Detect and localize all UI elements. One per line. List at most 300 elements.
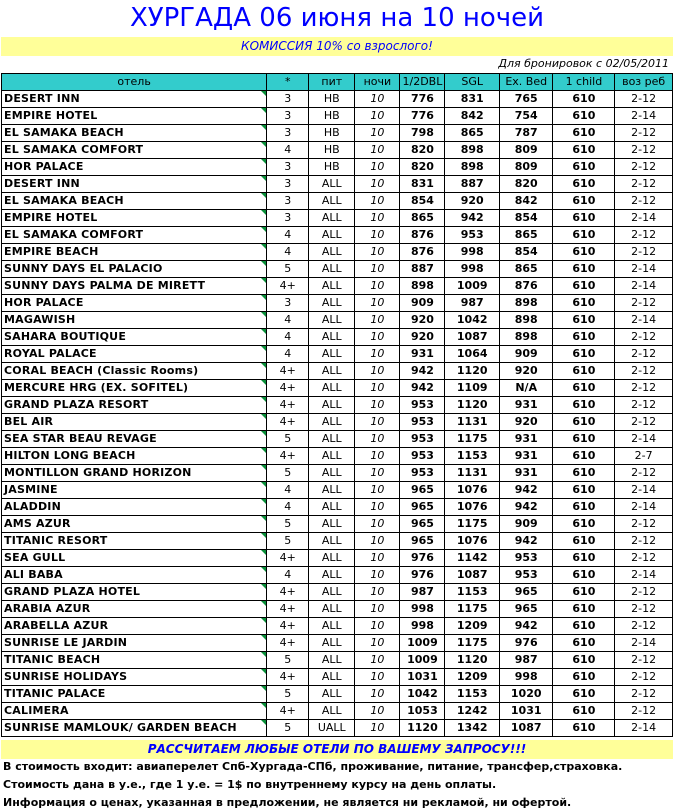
sgl-price-cell: 1087	[445, 329, 500, 346]
stars-cell: 4+	[267, 363, 309, 380]
ex-bed-price-cell: 765	[499, 91, 552, 108]
half-dbl-price-cell: 820	[400, 159, 445, 176]
child-price-cell: 610	[553, 363, 615, 380]
stars-cell: 3	[267, 210, 309, 227]
sgl-price-cell: 1209	[445, 618, 500, 635]
hotel-name-cell: ROYAL PALACE	[2, 346, 267, 363]
ex-bed-price-cell: 920	[499, 414, 552, 431]
table-row	[2, 91, 673, 108]
hotel-name-cell: ALADDIN	[2, 499, 267, 516]
meal-cell: HB	[309, 108, 355, 125]
table-row	[2, 380, 673, 397]
child-age-cell: 2-14	[615, 635, 673, 652]
child-age-cell: 2-12	[615, 159, 673, 176]
sgl-price-cell: 898	[445, 142, 500, 159]
table-row	[2, 703, 673, 720]
half-dbl-price-cell: 942	[400, 380, 445, 397]
stars-cell: 4+	[267, 550, 309, 567]
hotel-name-cell: EMPIRE HOTEL	[2, 210, 267, 227]
child-age-cell: 2-12	[615, 414, 673, 431]
half-dbl-price-cell: 953	[400, 448, 445, 465]
sgl-price-cell: 1175	[445, 516, 500, 533]
child-price-cell: 610	[553, 244, 615, 261]
sgl-price-cell: 865	[445, 125, 500, 142]
sgl-price-cell: 1131	[445, 414, 500, 431]
hotel-name-cell: GRAND PLAZA HOTEL	[2, 584, 267, 601]
child-price-cell: 610	[553, 652, 615, 669]
hotel-name-cell: DESERT INN	[2, 176, 267, 193]
stars-cell: 4+	[267, 448, 309, 465]
page-title: ХУРГАДА 06 июня на 10 ночей	[129, 3, 545, 33]
child-price-cell: 610	[553, 465, 615, 482]
stars-cell: 3	[267, 108, 309, 125]
half-dbl-price-cell: 898	[400, 278, 445, 295]
sgl-price-cell: 1153	[445, 584, 500, 601]
child-age-cell: 2-12	[615, 584, 673, 601]
table-row	[2, 550, 673, 567]
sgl-price-cell: 831	[445, 91, 500, 108]
booking-date-note: Для бронировок с 02/05/2011	[498, 57, 669, 70]
child-price-cell: 610	[553, 312, 615, 329]
table-row	[2, 210, 673, 227]
meal-cell: ALL	[309, 567, 355, 584]
table-row	[2, 669, 673, 686]
sgl-price-cell: 1076	[445, 499, 500, 516]
hotel-name-cell: MERCURE HRG (EX. SOFITEL)	[2, 380, 267, 397]
child-price-cell: 610	[553, 261, 615, 278]
sgl-price-cell: 998	[445, 244, 500, 261]
meal-cell: ALL	[309, 414, 355, 431]
table-row	[2, 584, 673, 601]
table-row	[2, 686, 673, 703]
hotel-name-cell: SUNNY DAYS PALMA DE MIRETT	[2, 278, 267, 295]
ex-bed-price-cell: 809	[499, 159, 552, 176]
child-age-cell: 2-12	[615, 329, 673, 346]
hotel-name-cell: SUNRISE LE JARDIN	[2, 635, 267, 652]
table-row	[2, 465, 673, 482]
stars-cell: 5	[267, 465, 309, 482]
meal-cell: ALL	[309, 669, 355, 686]
ex-bed-price-cell: 865	[499, 261, 552, 278]
hotel-name-cell: HOR PALACE	[2, 159, 267, 176]
child-price-cell: 610	[553, 176, 615, 193]
half-dbl-price-cell: 976	[400, 550, 445, 567]
half-dbl-price-cell: 776	[400, 108, 445, 125]
hotel-name-cell: TITANIC BEACH	[2, 652, 267, 669]
meal-cell: ALL	[309, 448, 355, 465]
hotel-name-cell: EL SAMAKA BEACH	[2, 193, 267, 210]
disclaimer-note: Информация о ценах, указанная в предложении, не является ни рекламой, ни офертой.	[3, 796, 572, 809]
stars-cell: 4+	[267, 635, 309, 652]
sgl-price-cell: 1242	[445, 703, 500, 720]
meal-cell: ALL	[309, 482, 355, 499]
child-price-cell: 610	[553, 397, 615, 414]
child-price-cell: 610	[553, 482, 615, 499]
nights-cell: 10	[355, 363, 400, 380]
half-dbl-price-cell: 1009	[400, 635, 445, 652]
meal-cell: HB	[309, 159, 355, 176]
half-dbl-price-cell: 854	[400, 193, 445, 210]
hotel-name-cell: SUNNY DAYS EL PALACIO	[2, 261, 267, 278]
half-dbl-price-cell: 831	[400, 176, 445, 193]
nights-cell: 10	[355, 159, 400, 176]
stars-cell: 5	[267, 431, 309, 448]
child-age-cell: 2-12	[615, 465, 673, 482]
sgl-price-cell: 987	[445, 295, 500, 312]
table-row	[2, 142, 673, 159]
half-dbl-price-cell: 1031	[400, 669, 445, 686]
half-dbl-price-cell: 920	[400, 329, 445, 346]
child-age-cell: 2-12	[615, 669, 673, 686]
child-age-cell: 2-14	[615, 108, 673, 125]
sgl-price-cell: 920	[445, 193, 500, 210]
hotel-name-cell: SAHARA BOUTIQUE	[2, 329, 267, 346]
sgl-price-cell: 1175	[445, 635, 500, 652]
child-price-cell: 610	[553, 550, 615, 567]
col-header-child: 1 child	[553, 74, 615, 91]
meal-cell: ALL	[309, 346, 355, 363]
ex-bed-price-cell: 931	[499, 465, 552, 482]
child-age-cell: 2-12	[615, 193, 673, 210]
ex-bed-price-cell: 920	[499, 363, 552, 380]
ex-bed-price-cell: 931	[499, 448, 552, 465]
ex-bed-price-cell: 1031	[499, 703, 552, 720]
hotel-name-cell: JASMINE	[2, 482, 267, 499]
ex-bed-price-cell: 976	[499, 635, 552, 652]
ex-bed-price-cell: N/A	[499, 380, 552, 397]
child-price-cell: 610	[553, 346, 615, 363]
stars-cell: 4+	[267, 669, 309, 686]
table-row	[2, 193, 673, 210]
hotel-name-cell: GRAND PLAZA RESORT	[2, 397, 267, 414]
ex-bed-price-cell: 965	[499, 584, 552, 601]
sgl-price-cell: 1175	[445, 601, 500, 618]
table-row	[2, 363, 673, 380]
child-age-cell: 2-14	[615, 210, 673, 227]
hotel-name-cell: TITANIC PALACE	[2, 686, 267, 703]
nights-cell: 10	[355, 686, 400, 703]
meal-cell: ALL	[309, 397, 355, 414]
sgl-price-cell: 1120	[445, 397, 500, 414]
meal-cell: ALL	[309, 584, 355, 601]
meal-cell: ALL	[309, 329, 355, 346]
stars-cell: 4+	[267, 584, 309, 601]
stars-cell: 3	[267, 176, 309, 193]
child-price-cell: 610	[553, 193, 615, 210]
hotel-name-cell: ARABIA AZUR	[2, 601, 267, 618]
hotel-name-cell: SUNRISE MAMLOUK/ GARDEN BEACH	[2, 720, 267, 737]
nights-cell: 10	[355, 652, 400, 669]
half-dbl-price-cell: 876	[400, 227, 445, 244]
ex-bed-price-cell: 953	[499, 567, 552, 584]
table-row	[2, 346, 673, 363]
sgl-price-cell: 1042	[445, 312, 500, 329]
ex-bed-price-cell: 1020	[499, 686, 552, 703]
hotel-name-cell: ALI BABA	[2, 567, 267, 584]
ex-bed-price-cell: 842	[499, 193, 552, 210]
hotel-name-cell: HOR PALACE	[2, 295, 267, 312]
table-row	[2, 601, 673, 618]
calculate-banner: РАССЧИТАЕМ ЛЮБЫЕ ОТЕЛИ ПО ВАШЕМУ ЗАПРОСУ!!!	[1, 740, 673, 759]
hotel-name-cell: CORAL BEACH (Classic Rooms)	[2, 363, 267, 380]
half-dbl-price-cell: 998	[400, 601, 445, 618]
sgl-price-cell: 942	[445, 210, 500, 227]
meal-cell: ALL	[309, 601, 355, 618]
table-row	[2, 499, 673, 516]
hotel-name-cell: TITANIC RESORT	[2, 533, 267, 550]
child-age-cell: 2-12	[615, 363, 673, 380]
nights-cell: 10	[355, 397, 400, 414]
stars-cell: 5	[267, 652, 309, 669]
table-row	[2, 618, 673, 635]
half-dbl-price-cell: 998	[400, 618, 445, 635]
sgl-price-cell: 1153	[445, 448, 500, 465]
stars-cell: 4	[267, 499, 309, 516]
child-age-cell: 2-12	[615, 142, 673, 159]
ex-bed-price-cell: 820	[499, 176, 552, 193]
sgl-price-cell: 887	[445, 176, 500, 193]
child-age-cell: 2-12	[615, 397, 673, 414]
half-dbl-price-cell: 909	[400, 295, 445, 312]
half-dbl-price-cell: 931	[400, 346, 445, 363]
meal-cell: HB	[309, 125, 355, 142]
child-age-cell: 2-14	[615, 567, 673, 584]
col-header-half-dbl: 1/2DBL	[400, 74, 445, 91]
nights-cell: 10	[355, 703, 400, 720]
ex-bed-price-cell: 1087	[499, 720, 552, 737]
meal-cell: ALL	[309, 516, 355, 533]
child-price-cell: 610	[553, 567, 615, 584]
col-header-child-age: воз реб	[615, 74, 673, 91]
stars-cell: 4+	[267, 601, 309, 618]
table-row	[2, 533, 673, 550]
ex-bed-price-cell: 942	[499, 499, 552, 516]
sgl-price-cell: 1209	[445, 669, 500, 686]
nights-cell: 10	[355, 176, 400, 193]
nights-cell: 10	[355, 193, 400, 210]
meal-cell: ALL	[309, 499, 355, 516]
ex-bed-price-cell: 865	[499, 227, 552, 244]
nights-cell: 10	[355, 295, 400, 312]
child-age-cell: 2-12	[615, 91, 673, 108]
nights-cell: 10	[355, 329, 400, 346]
half-dbl-price-cell: 876	[400, 244, 445, 261]
meal-cell: ALL	[309, 635, 355, 652]
child-age-cell: 2-14	[615, 482, 673, 499]
nights-cell: 10	[355, 465, 400, 482]
currency-note: Стоимость дана в у.е., где 1 у.е. = 1$ по внутреннему курсу на день оплаты.	[3, 778, 497, 791]
stars-cell: 5	[267, 261, 309, 278]
meal-cell: ALL	[309, 244, 355, 261]
child-age-cell: 2-12	[615, 244, 673, 261]
meal-cell: UALL	[309, 720, 355, 737]
child-price-cell: 610	[553, 380, 615, 397]
stars-cell: 5	[267, 720, 309, 737]
sgl-price-cell: 1076	[445, 482, 500, 499]
child-age-cell: 2-12	[615, 550, 673, 567]
sgl-price-cell: 1120	[445, 652, 500, 669]
stars-cell: 4+	[267, 380, 309, 397]
ex-bed-price-cell: 942	[499, 618, 552, 635]
half-dbl-price-cell: 965	[400, 516, 445, 533]
half-dbl-price-cell: 1042	[400, 686, 445, 703]
child-price-cell: 610	[553, 227, 615, 244]
child-age-cell: 2-7	[615, 448, 673, 465]
sgl-price-cell: 1076	[445, 533, 500, 550]
child-price-cell: 610	[553, 278, 615, 295]
child-price-cell: 610	[553, 669, 615, 686]
meal-cell: ALL	[309, 363, 355, 380]
child-age-cell: 2-12	[615, 380, 673, 397]
child-price-cell: 610	[553, 635, 615, 652]
child-price-cell: 610	[553, 686, 615, 703]
sgl-price-cell: 1009	[445, 278, 500, 295]
nights-cell: 10	[355, 346, 400, 363]
stars-cell: 4	[267, 244, 309, 261]
meal-cell: ALL	[309, 652, 355, 669]
col-header-nights: ночи	[355, 74, 400, 91]
child-age-cell: 2-12	[615, 686, 673, 703]
child-price-cell: 610	[553, 210, 615, 227]
ex-bed-price-cell: 787	[499, 125, 552, 142]
half-dbl-price-cell: 1009	[400, 652, 445, 669]
table-row	[2, 414, 673, 431]
child-age-cell: 2-12	[615, 652, 673, 669]
table-row	[2, 720, 673, 737]
stars-cell: 4	[267, 482, 309, 499]
child-age-cell: 2-12	[615, 516, 673, 533]
nights-cell: 10	[355, 550, 400, 567]
meal-cell: ALL	[309, 278, 355, 295]
meal-cell: ALL	[309, 703, 355, 720]
stars-cell: 3	[267, 193, 309, 210]
half-dbl-price-cell: 953	[400, 414, 445, 431]
stars-cell: 3	[267, 125, 309, 142]
stars-cell: 4+	[267, 703, 309, 720]
stars-cell: 5	[267, 686, 309, 703]
meal-cell: ALL	[309, 312, 355, 329]
half-dbl-price-cell: 953	[400, 465, 445, 482]
stars-cell: 4+	[267, 414, 309, 431]
stars-cell: 3	[267, 91, 309, 108]
price-table	[1, 73, 673, 737]
ex-bed-price-cell: 942	[499, 482, 552, 499]
stars-cell: 4	[267, 142, 309, 159]
nights-cell: 10	[355, 244, 400, 261]
half-dbl-price-cell: 976	[400, 567, 445, 584]
ex-bed-price-cell: 876	[499, 278, 552, 295]
child-age-cell: 2-14	[615, 499, 673, 516]
stars-cell: 4+	[267, 618, 309, 635]
ex-bed-price-cell: 909	[499, 516, 552, 533]
ex-bed-price-cell: 931	[499, 397, 552, 414]
hotel-name-cell: EL SAMAKA BEACH	[2, 125, 267, 142]
stars-cell: 4	[267, 312, 309, 329]
stars-cell: 4+	[267, 397, 309, 414]
half-dbl-price-cell: 887	[400, 261, 445, 278]
child-age-cell: 2-14	[615, 720, 673, 737]
stars-cell: 4	[267, 567, 309, 584]
meal-cell: ALL	[309, 295, 355, 312]
meal-cell: ALL	[309, 193, 355, 210]
stars-cell: 3	[267, 295, 309, 312]
meal-cell: HB	[309, 91, 355, 108]
half-dbl-price-cell: 798	[400, 125, 445, 142]
ex-bed-price-cell: 965	[499, 601, 552, 618]
ex-bed-price-cell: 898	[499, 295, 552, 312]
meal-cell: ALL	[309, 686, 355, 703]
hotel-name-cell: EMPIRE HOTEL	[2, 108, 267, 125]
hotel-name-cell: SUNRISE HOLIDAYS	[2, 669, 267, 686]
half-dbl-price-cell: 965	[400, 482, 445, 499]
table-row	[2, 295, 673, 312]
table-header-row	[2, 74, 673, 91]
sgl-price-cell: 1120	[445, 363, 500, 380]
ex-bed-price-cell: 809	[499, 142, 552, 159]
sgl-price-cell: 1175	[445, 431, 500, 448]
meal-cell: ALL	[309, 176, 355, 193]
table-row	[2, 329, 673, 346]
ex-bed-price-cell: 987	[499, 652, 552, 669]
hotel-name-cell: BEL AIR	[2, 414, 267, 431]
sgl-price-cell: 1109	[445, 380, 500, 397]
stars-cell: 5	[267, 533, 309, 550]
nights-cell: 10	[355, 261, 400, 278]
sgl-price-cell: 1131	[445, 465, 500, 482]
hotel-name-cell: SEA GULL	[2, 550, 267, 567]
table-row	[2, 635, 673, 652]
hotel-name-cell: EL SAMAKA COMFORT	[2, 142, 267, 159]
ex-bed-price-cell: 854	[499, 244, 552, 261]
table-row	[2, 176, 673, 193]
child-price-cell: 610	[553, 91, 615, 108]
meal-cell: ALL	[309, 618, 355, 635]
table-row	[2, 448, 673, 465]
child-age-cell: 2-12	[615, 533, 673, 550]
table-row	[2, 652, 673, 669]
half-dbl-price-cell: 953	[400, 431, 445, 448]
hotel-name-cell: AMS AZUR	[2, 516, 267, 533]
stars-cell: 5	[267, 516, 309, 533]
stars-cell: 4+	[267, 278, 309, 295]
half-dbl-price-cell: 1053	[400, 703, 445, 720]
ex-bed-price-cell: 898	[499, 312, 552, 329]
child-price-cell: 610	[553, 499, 615, 516]
hotel-name-cell: HILTON LONG BEACH	[2, 448, 267, 465]
commission-banner: КОМИССИЯ 10% со взрослого!	[1, 37, 673, 56]
meal-cell: ALL	[309, 550, 355, 567]
meal-cell: ALL	[309, 465, 355, 482]
table-row	[2, 567, 673, 584]
child-price-cell: 610	[553, 159, 615, 176]
nights-cell: 10	[355, 142, 400, 159]
sgl-price-cell: 1064	[445, 346, 500, 363]
nights-cell: 10	[355, 431, 400, 448]
col-header-meal: пит	[309, 74, 355, 91]
child-price-cell: 610	[553, 720, 615, 737]
half-dbl-price-cell: 965	[400, 499, 445, 516]
child-price-cell: 610	[553, 414, 615, 431]
child-price-cell: 610	[553, 703, 615, 720]
table-row	[2, 278, 673, 295]
ex-bed-price-cell: 998	[499, 669, 552, 686]
child-price-cell: 610	[553, 108, 615, 125]
sgl-price-cell: 898	[445, 159, 500, 176]
table-row	[2, 516, 673, 533]
stars-cell: 3	[267, 159, 309, 176]
half-dbl-price-cell: 987	[400, 584, 445, 601]
stars-cell: 4	[267, 329, 309, 346]
